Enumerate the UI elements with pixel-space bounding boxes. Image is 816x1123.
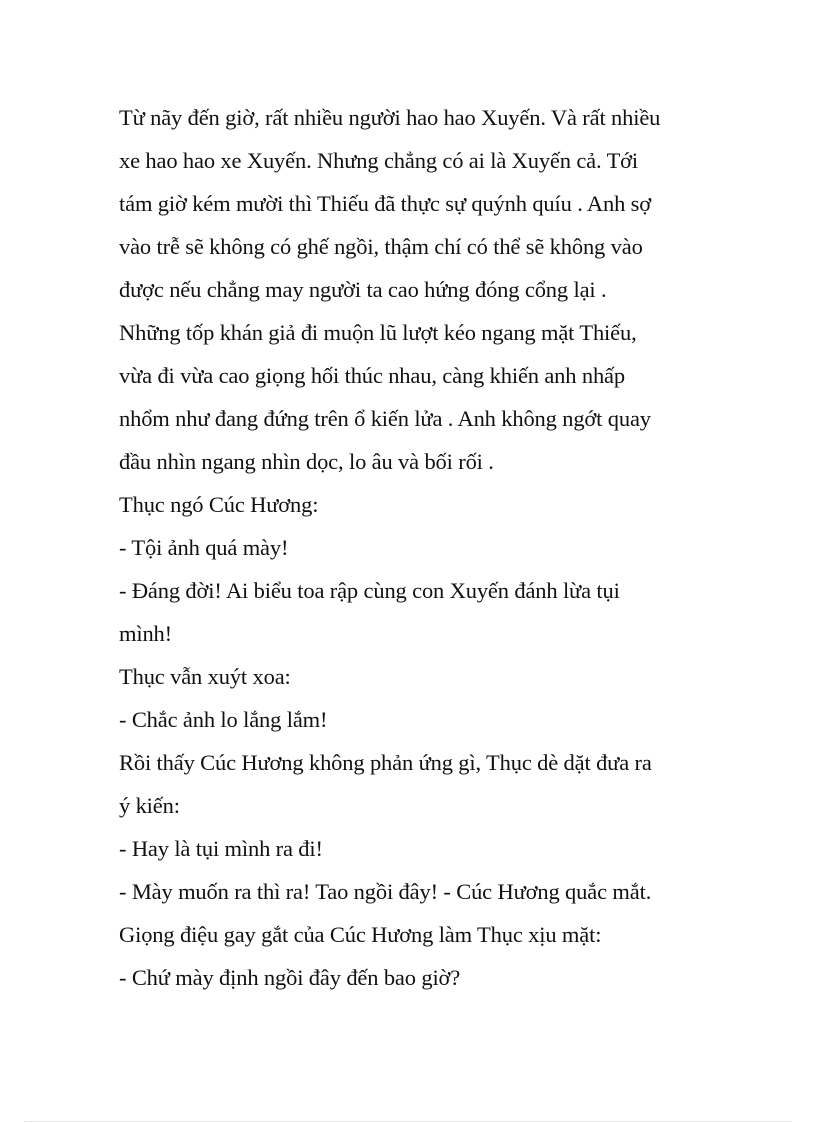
story-text (119, 96, 719, 999)
text-line: đầu nhìn ngang nhìn dọc, lo âu và bối rối . (119, 449, 494, 474)
page-bottom-border (24, 1121, 792, 1122)
dialogue-line: mình! (119, 621, 172, 646)
dialogue-line: - Tội ảnh quá mày! (119, 535, 289, 560)
text-line: Những tốp khán giả đi muộn lũ lượt kéo ngang mặt Thiếu, (119, 320, 637, 345)
text-line: vừa đi vừa cao giọng hối thúc nhau, càng khiến anh nhấp (119, 363, 625, 388)
text-line: Thục ngó Cúc Hương: (119, 492, 319, 517)
text-line: xe hao hao xe Xuyến. Nhưng chẳng có ai là Xuyến cả. Tới (119, 148, 639, 173)
dialogue-line: - Chắc ảnh lo lắng lắm! (119, 707, 328, 732)
dialogue-line: - Chứ mày định ngồi đây đến bao giờ? (119, 965, 461, 990)
dialogue-line: - Đáng đời! Ai biểu toa rập cùng con Xuyến đánh lừa tụi (119, 578, 620, 603)
text-line: Giọng điệu gay gắt của Cúc Hương làm Thục xịu mặt: (119, 922, 602, 947)
text-line: Rồi thấy Cúc Hương không phản ứng gì, Thục dè dặt đưa ra (119, 750, 652, 775)
text-line: nhổm như đang đứng trên ổ kiến lửa . Anh không ngớt quay (119, 406, 651, 431)
text-line: Từ nãy đến giờ, rất nhiều người hao hao Xuyến. Và rất nhiều (119, 105, 661, 130)
dialogue-line: - Hay là tụi mình ra đi! (119, 836, 323, 861)
text-line: ý kiến: (119, 793, 180, 818)
text-line: được nếu chẳng may người ta cao hứng đóng cổng lại . (119, 277, 607, 302)
text-line: tám giờ kém mười thì Thiếu đã thực sự quýnh quíu . Anh sợ (119, 191, 652, 216)
text-line: Thục vẫn xuýt xoa: (119, 664, 291, 689)
dialogue-line: - Mày muốn ra thì ra! Tao ngồi đây! - Cúc Hương quắc mắt. (119, 879, 652, 904)
text-line: vào trễ sẽ không có ghế ngồi, thậm chí có thể sẽ không vào (119, 234, 643, 259)
